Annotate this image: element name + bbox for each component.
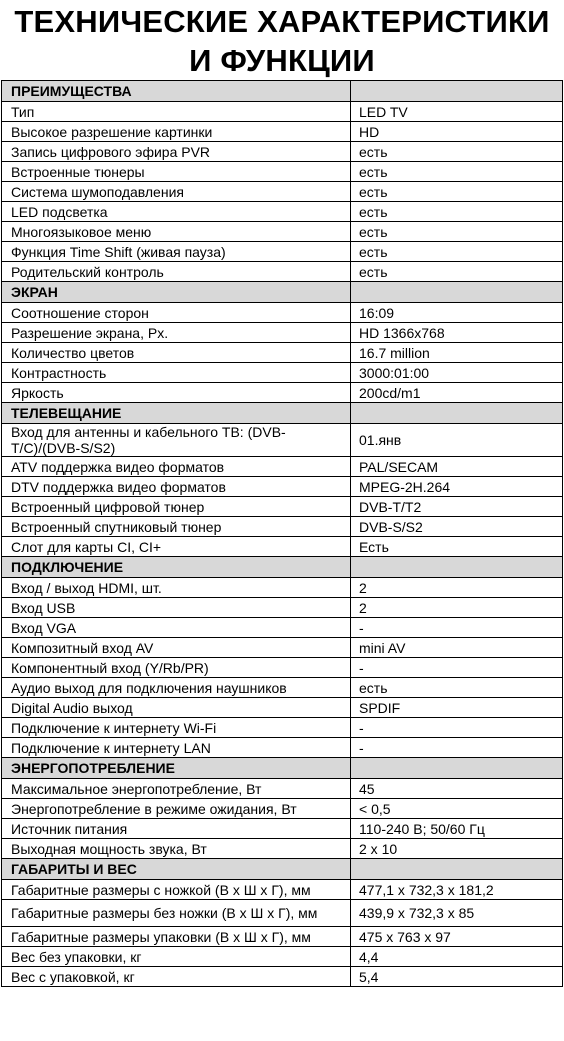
spec-value: есть bbox=[351, 222, 563, 242]
spec-label: Выходная мощность звука, Вт bbox=[2, 839, 351, 859]
specs-table bbox=[1, 80, 563, 987]
page-title-line-2: И ФУНКЦИИ bbox=[189, 43, 375, 78]
section-header-blank-cell bbox=[351, 859, 563, 880]
spec-label: Тип bbox=[2, 102, 351, 122]
spec-value: SPDIF bbox=[351, 698, 563, 718]
spec-label: Контрастность bbox=[2, 363, 351, 383]
spec-value: 2 x 10 bbox=[351, 839, 563, 859]
spec-value: DVB-T/T2 bbox=[351, 497, 563, 517]
spec-row bbox=[2, 182, 563, 202]
spec-value: 01.янв bbox=[351, 424, 563, 457]
spec-value: 110-240 В; 50/60 Гц bbox=[351, 819, 563, 839]
spec-label: Энергопотребление в режиме ожидания, Вт bbox=[2, 799, 351, 819]
spec-value: 4,4 bbox=[351, 947, 563, 967]
spec-value: 475 x 763 x 97 bbox=[351, 927, 563, 947]
section-header-row bbox=[2, 859, 563, 880]
spec-row bbox=[2, 497, 563, 517]
section-header-blank-cell bbox=[351, 557, 563, 578]
spec-label: Соотношение сторон bbox=[2, 303, 351, 323]
spec-value: 477,1 x 732,3 x 181,2 bbox=[351, 880, 563, 900]
spec-value: есть bbox=[351, 262, 563, 282]
spec-value: есть bbox=[351, 242, 563, 262]
section-header: ПРЕИМУЩЕСТВА bbox=[2, 81, 351, 102]
spec-label: Вход USB bbox=[2, 598, 351, 618]
spec-row bbox=[2, 900, 563, 927]
spec-label: Вес с упаковкой, кг bbox=[2, 967, 351, 987]
spec-value: < 0,5 bbox=[351, 799, 563, 819]
spec-label: Вес без упаковки, кг bbox=[2, 947, 351, 967]
spec-row bbox=[2, 880, 563, 900]
page-title bbox=[0, 0, 564, 80]
spec-row bbox=[2, 927, 563, 947]
section-header-row bbox=[2, 758, 563, 779]
spec-row bbox=[2, 819, 563, 839]
spec-row bbox=[2, 839, 563, 859]
spec-value: есть bbox=[351, 678, 563, 698]
spec-row bbox=[2, 947, 563, 967]
spec-value: HD bbox=[351, 122, 563, 142]
spec-label: Родительский контроль bbox=[2, 262, 351, 282]
spec-row bbox=[2, 424, 563, 457]
specs-table-body bbox=[2, 81, 563, 987]
spec-label: Габаритные размеры упаковки (В х Ш х Г), мм bbox=[2, 927, 351, 947]
spec-value: 439,9 x 732,3 x 85 bbox=[351, 900, 563, 927]
spec-value: - bbox=[351, 718, 563, 738]
spec-label: Вход VGA bbox=[2, 618, 351, 638]
section-header-row bbox=[2, 557, 563, 578]
spec-label: Встроенные тюнеры bbox=[2, 162, 351, 182]
spec-value: есть bbox=[351, 142, 563, 162]
spec-row bbox=[2, 718, 563, 738]
spec-row bbox=[2, 102, 563, 122]
spec-row bbox=[2, 698, 563, 718]
section-header: ЭНЕРГОПОТРЕБЛЕНИЕ bbox=[2, 758, 351, 779]
spec-label: Слот для карты CI, CI+ bbox=[2, 537, 351, 557]
spec-row bbox=[2, 779, 563, 799]
spec-row bbox=[2, 122, 563, 142]
spec-value: mini AV bbox=[351, 638, 563, 658]
spec-label: Композитный вход AV bbox=[2, 638, 351, 658]
spec-label: Аудио выход для подключения наушников bbox=[2, 678, 351, 698]
section-header-row bbox=[2, 81, 563, 102]
spec-row bbox=[2, 738, 563, 758]
spec-value: - bbox=[351, 618, 563, 638]
spec-value: 45 bbox=[351, 779, 563, 799]
spec-label: Разрешение экрана, Px. bbox=[2, 323, 351, 343]
spec-label: Габаритные размеры с ножкой (В х Ш х Г), мм bbox=[2, 880, 351, 900]
section-header: ГАБАРИТЫ И ВЕС bbox=[2, 859, 351, 880]
spec-label: Встроенный спутниковый тюнер bbox=[2, 517, 351, 537]
spec-label: Функция Time Shift (живая пауза) bbox=[2, 242, 351, 262]
spec-value: есть bbox=[351, 202, 563, 222]
spec-value: Есть bbox=[351, 537, 563, 557]
spec-row bbox=[2, 578, 563, 598]
spec-row bbox=[2, 162, 563, 182]
spec-value: PAL/SECAM bbox=[351, 457, 563, 477]
spec-value: 16.7 million bbox=[351, 343, 563, 363]
spec-label: Количество цветов bbox=[2, 343, 351, 363]
spec-row bbox=[2, 363, 563, 383]
spec-row bbox=[2, 477, 563, 497]
spec-label: Габаритные размеры без ножки (В х Ш х Г), мм bbox=[2, 900, 351, 927]
spec-label: Запись цифрового эфира PVR bbox=[2, 142, 351, 162]
spec-value: HD 1366x768 bbox=[351, 323, 563, 343]
spec-row bbox=[2, 638, 563, 658]
section-header-blank-cell bbox=[351, 403, 563, 424]
spec-label: Высокое разрешение картинки bbox=[2, 122, 351, 142]
spec-row bbox=[2, 343, 563, 363]
spec-label: Источник питания bbox=[2, 819, 351, 839]
spec-row bbox=[2, 517, 563, 537]
spec-label: Многоязыковое меню bbox=[2, 222, 351, 242]
spec-row bbox=[2, 658, 563, 678]
section-header-row bbox=[2, 282, 563, 303]
spec-row bbox=[2, 618, 563, 638]
spec-value: LED TV bbox=[351, 102, 563, 122]
spec-label: Встроенный цифровой тюнер bbox=[2, 497, 351, 517]
spec-label: LED подсветка bbox=[2, 202, 351, 222]
spec-value: - bbox=[351, 738, 563, 758]
spec-row bbox=[2, 202, 563, 222]
spec-label: Система шумоподавления bbox=[2, 182, 351, 202]
spec-row bbox=[2, 537, 563, 557]
spec-value: 5,4 bbox=[351, 967, 563, 987]
spec-label: Яркость bbox=[2, 383, 351, 403]
spec-value: DVB-S/S2 bbox=[351, 517, 563, 537]
spec-label: Digital Audio выход bbox=[2, 698, 351, 718]
spec-row bbox=[2, 457, 563, 477]
section-header: ТЕЛЕВЕЩАНИЕ bbox=[2, 403, 351, 424]
spec-value: 16:09 bbox=[351, 303, 563, 323]
section-header-blank-cell bbox=[351, 81, 563, 102]
spec-label: ATV поддержка видео форматов bbox=[2, 457, 351, 477]
spec-value: 2 bbox=[351, 578, 563, 598]
section-header-blank-cell bbox=[351, 758, 563, 779]
spec-value: 3000:01:00 bbox=[351, 363, 563, 383]
spec-row bbox=[2, 323, 563, 343]
spec-row bbox=[2, 598, 563, 618]
spec-row bbox=[2, 142, 563, 162]
spec-label: Максимальное энергопотребление, Вт bbox=[2, 779, 351, 799]
spec-row bbox=[2, 799, 563, 819]
section-header: ПОДКЛЮЧЕНИЕ bbox=[2, 557, 351, 578]
spec-row bbox=[2, 678, 563, 698]
spec-value: - bbox=[351, 658, 563, 678]
spec-row bbox=[2, 303, 563, 323]
spec-row bbox=[2, 383, 563, 403]
spec-row bbox=[2, 262, 563, 282]
spec-row bbox=[2, 967, 563, 987]
spec-value: MPEG-2H.264 bbox=[351, 477, 563, 497]
spec-label: Вход / выход HDMI, шт. bbox=[2, 578, 351, 598]
page-title-line-1: ТЕХНИЧЕСКИЕ ХАРАКТЕРИСТИКИ bbox=[14, 4, 550, 39]
section-header-row bbox=[2, 403, 563, 424]
spec-label: Подключение к интернету LAN bbox=[2, 738, 351, 758]
spec-label: DTV поддержка видео форматов bbox=[2, 477, 351, 497]
spec-value: 200cd/m1 bbox=[351, 383, 563, 403]
spec-row bbox=[2, 222, 563, 242]
spec-value: есть bbox=[351, 162, 563, 182]
spec-value: есть bbox=[351, 182, 563, 202]
spec-label: Подключение к интернету Wi-Fi bbox=[2, 718, 351, 738]
spec-value: 2 bbox=[351, 598, 563, 618]
section-header-blank-cell bbox=[351, 282, 563, 303]
spec-label: Компонентный вход (Y/Rb/PR) bbox=[2, 658, 351, 678]
spec-row bbox=[2, 242, 563, 262]
section-header: ЭКРАН bbox=[2, 282, 351, 303]
spec-label: Вход для антенны и кабельного ТВ: (DVB-T/C)/(DVB-S/S2) bbox=[2, 424, 351, 457]
